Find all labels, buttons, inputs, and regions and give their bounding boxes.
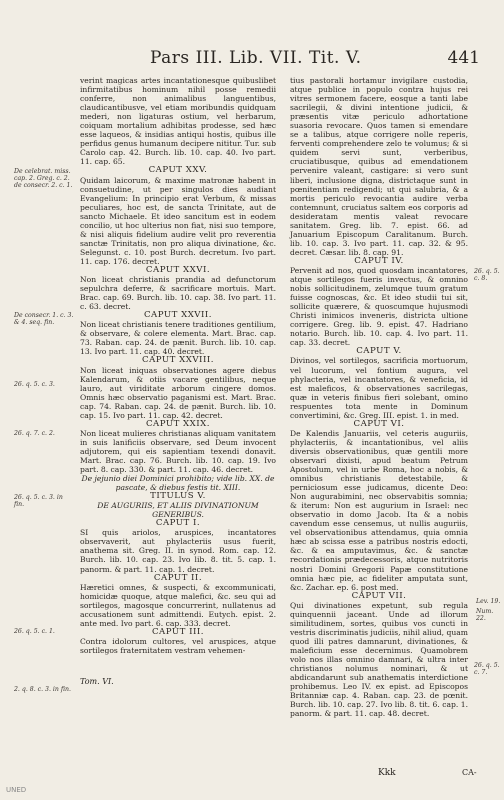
margin-note: 26. q. 5. c. 3. xyxy=(14,381,55,388)
paragraph: Non liceat christianis prandia ad defunctorum sepulchra deferre, & sacrificare mortuis. Mart. Brac. cap. 69. Burch. lib. 10. cap. 38. Ivo part. 11. c. 63. decret. xyxy=(80,275,276,312)
margin-note: 26. q. 5. c. 8. xyxy=(474,268,500,282)
margin-note: 26. q. 5. c. 3. in fin. xyxy=(14,494,63,508)
margin-note: De consecr. 1. c. 3. & 4. seq. fin. xyxy=(14,312,74,326)
chapter-heading: CAPUT III. xyxy=(151,626,205,637)
right-column xyxy=(290,76,468,718)
paragraph: Pervenit ad nos, quod quosdam incantatores, atque sortilegos fueris invectus, & omnino nobis sollicitudinem, zelumque tuum gratum fuisse cognoscas, &c. Et ideo studii tui sit, sollicite quærere, & quoscumque hujusmodi Christi inimicos inveneris, districta ultione corrigere. Greg. lib. 9. epist. 47. Hadriano notario. Burch. lib. 10. cap. 4. Ivo part. 11. cap. 33. decret. xyxy=(290,265,468,348)
margin-note: 26. q. 5. c. 7. xyxy=(474,662,500,676)
paragraph: Non liceat christianis tenere traditiones gentilium, & observare, & colere elementa. Mart. Brac. cap. 73. Raban. cap. 24. de pænit. Burch. lib. 10. cap. 13. Ivo part. 11. cap. 40. decret. xyxy=(80,320,276,357)
signature-mark: Kkk xyxy=(378,768,396,778)
margin-note: De celebrat. miss. cap. 2. Greg. c. 2. de consecr. 2. c. 1. xyxy=(14,168,73,189)
cross-reference: De jejunio diei Dominici prohibito; vide lib. XX. de pascate, & diebus festis tit. XIII. xyxy=(81,474,275,493)
margin-note: 2. q. 8. c. 3. in fin. xyxy=(14,686,71,693)
paragraph: Non liceat mulieres christianas aliquam vanitatem in suis lanificiis observare, sed Deum invocent adjutorem, qui eis sapientiam texendi donavit. Mart. Brac. cap. 76. Burch. lib. 10. cap. 19. Ivo part. 8. cap. 330. & part. 11. cap. 46. decret. xyxy=(80,428,276,475)
chapter-heading: CAPUT XXIX. xyxy=(145,418,211,429)
catchword: CA- xyxy=(462,768,477,777)
paragraph: Non liceat iniquas observationes agere diebus Kalendarum, & otiis vacare gentilibus, neque lauro, aut viriditate arborum cingere domos. Omnis hæc observatio paganismi est. Mart. Brac. cap. 74. Raban. cap. 24. de pænit. Burch. lib. 10. cap. 15. Ivo part. 11. cap. 42. decret. xyxy=(80,365,276,420)
paragraph: Divinos, vel sortilegos, sacrificia mortuorum, vel lucorum, vel fontium augura, vel phylacteria, vel incantatores, & veneficia, id est maleficos, & observationes sacrilegas, quæ in veteris finibus fieri solebant, omino respuentes tota mente in Dominum convertimini, &c. Greg. III. epist. 1. in med. xyxy=(290,356,468,420)
volume-label: Tom. VI. xyxy=(80,677,114,686)
paragraph: Contra idolorum cultores, vel aruspices, atque sortilegos fraternitatem vestram vehemen- xyxy=(80,636,276,655)
page-number: 441 xyxy=(447,48,480,68)
margin-note: Num. 22. xyxy=(476,608,494,622)
margin-note: Lev. 19. xyxy=(476,598,501,605)
watermark: UNED xyxy=(6,786,27,794)
paragraph: verint magicas artes incantationesque quibuslibet infirmitatibus hominum nihil posse remedii conferre, non animalibus languentibus, claudicantibusve, vel etiam moribundis quidquam mederi, non ligaturas ostium, vel herbarum, coiquam mortalium adhibitas prodesse, sed hæc esse laqueos, & insidias antiqui hostis, quibus ille perfidus genus humanum decipere nititur. Tur. sub Carolo cap. 42. Burch. lib. 10. cap. 40. Ivo part. 11. cap. 65. xyxy=(80,76,276,167)
paragraph: Hæretici omnes, & suspecti, & excommunicati, homicidæ quoque, atque malefici, &c. seu qui ad sortilegos, magosque concurrerint, nullatenus ad accusationem sunt admittendi. Eutych. epist. 2. ante med. Ivo part. 6. cap. 333. decret. xyxy=(80,582,276,628)
paragraph: SI quis ariolos, aruspices, incantatores observaverit, aut phylacteriis usus fuerit, anathema sit. Greg. II. in synod. Rom. cap. 12. Burch. lib. 10. cap. 23. Ivo lib. 8. tit. 5. cap. 1. panorm. & part. 11. cap. 1. decret. xyxy=(80,528,276,574)
chapter-heading: CAPUT XXVIII. xyxy=(142,355,214,366)
margin-note: 26. q. 7. c. 2. xyxy=(14,430,55,437)
paragraph: Qui divinationes expetunt, sub regula quinquennii jaceant. Unde ad illorum similitudinem, sortes, quibus vos cuncti in vestris discriminatis judiciis, nihil aliud, quam quod illi patres damnarunt, divinationes, & maleficium esse decernimus. Quamobrem volo nos illas omnino damnari, & ultra inter christianos nolumus nominari, & ut abdicandarunt sub anathematis interdictione prohibemus. Leo IV. ex epist. ad Episcopos Britanniæ cap. 4. Raban. cap. 23. de pœnit. Burch. lib. 10. cap. 27. Ivo lib. 8. tit. 6. cap. 1. panorm. & part. 11. cap. 48. decret. xyxy=(290,600,468,719)
chapter-heading: CAPUT II. xyxy=(153,572,203,583)
paragraph: Quidam laicorum, & maxime matronæ habent in consuetudine, ut per singulos dies audiant Evangelium: In principio erat Verbum, & missas peculiares, hoc est, de sancta Trinitate, aut de sancto Michaele. Et ideo sancitum est in eodem concilio, ut hoc ulterius non fiat, nisi suo tempore, & nisi aliquis fidelium audire velit pro reverentia sanctæ Trinitatis, non pro aliqua divinatione, &c. Selegunst. c. 10. post Burch. decretum. Ivo part. 11. cap. 176. decret. xyxy=(80,175,276,266)
chapter-heading: CAPUT XXV. xyxy=(148,165,208,176)
chapter-heading: CAPUT VI. xyxy=(353,418,405,429)
chapter-heading: CAPUT VII. xyxy=(351,590,407,601)
chapter-heading: CAPUT V. xyxy=(356,346,402,357)
title-subheading: DE AUGURIIS, ET ALIIS DIVINATIONUM GENERIBUS. xyxy=(97,501,259,520)
chapter-heading: CAPUT IV. xyxy=(354,255,404,266)
paragraph: tius pastorali hortamur invigilare custodia, atque publice in populo contra hujus rei vitres sermonem facere, eosque a tanti labe sacrilegii, & divini intentione judicii, & præsentis vitæ periculo adhortatione suasoria revocare. Quos tamen si emendare se a talibus, atque corrigere nolle reperis, ferventi comprehendere zelo te volumus; & si quidem servi sunt, verberibus, cruciatibusque, quibus ad emendationem pervenire valeant, castigare: si vero sunt liberi, inclusione digna, districtaque sunt in pœnitentiam redigendi; ut qui salubria, & a mortis periculo revocantia audire verba contemnunt, cruciatus saltem eos corporis ad desideratam mentis valeat revocare sanitatem. Greg. lib. 7. epist. 66. ad Januarium Episcopum Caralitanum. Burch. lib. 10. cap. 3. Ivo part. 11. cap. 32. & 95. decret. Cæsar. lib. 8. cap. 91. xyxy=(290,76,468,257)
chapter-heading: CAPUT XXVII. xyxy=(143,310,213,321)
title-heading: TITULUS V. xyxy=(150,491,206,502)
paragraph: De Kalendis Januariis, vel ceteris auguriis, phylacteriis, & incantationibus, vel aliis diversis observationibus, quæ gentili more observari dixisti, apud beatum Petrum Apostolum, vel in urbe Roma, hoc a nobis, & omnibus christianis detestabile, & perniciosum esse judicamus, dicente Deo: Non augurabimini, nec observabitis somnia; & iterum: Non est augurium in Israel: nec observatio in domo Jacob. Ita & a nobis cavendum esse censemus, ut nullis auguriis, vel observationibus attendamus, quia omnia hæc ab scissa esse a patribus nostris edocti, &c. & ea amputavimus, &c. & sanctæ recordationis prædecessoris, atque nutritoris nostri Domini Gregorii Papæ constitutione omnia hæc pie, ac fideliter amputata sunt, &c. Zachar. ep. 6. post med. xyxy=(290,428,468,592)
running-header xyxy=(150,48,480,68)
left-column xyxy=(80,76,276,655)
chapter-heading: CAPUT XXVI. xyxy=(145,264,211,275)
running-title: Pars III. Lib. VII. Tit. V. xyxy=(150,48,362,68)
margin-note: 26. q. 5. c. 1. xyxy=(14,628,55,635)
chapter-heading: CAPUT I. xyxy=(155,518,201,529)
